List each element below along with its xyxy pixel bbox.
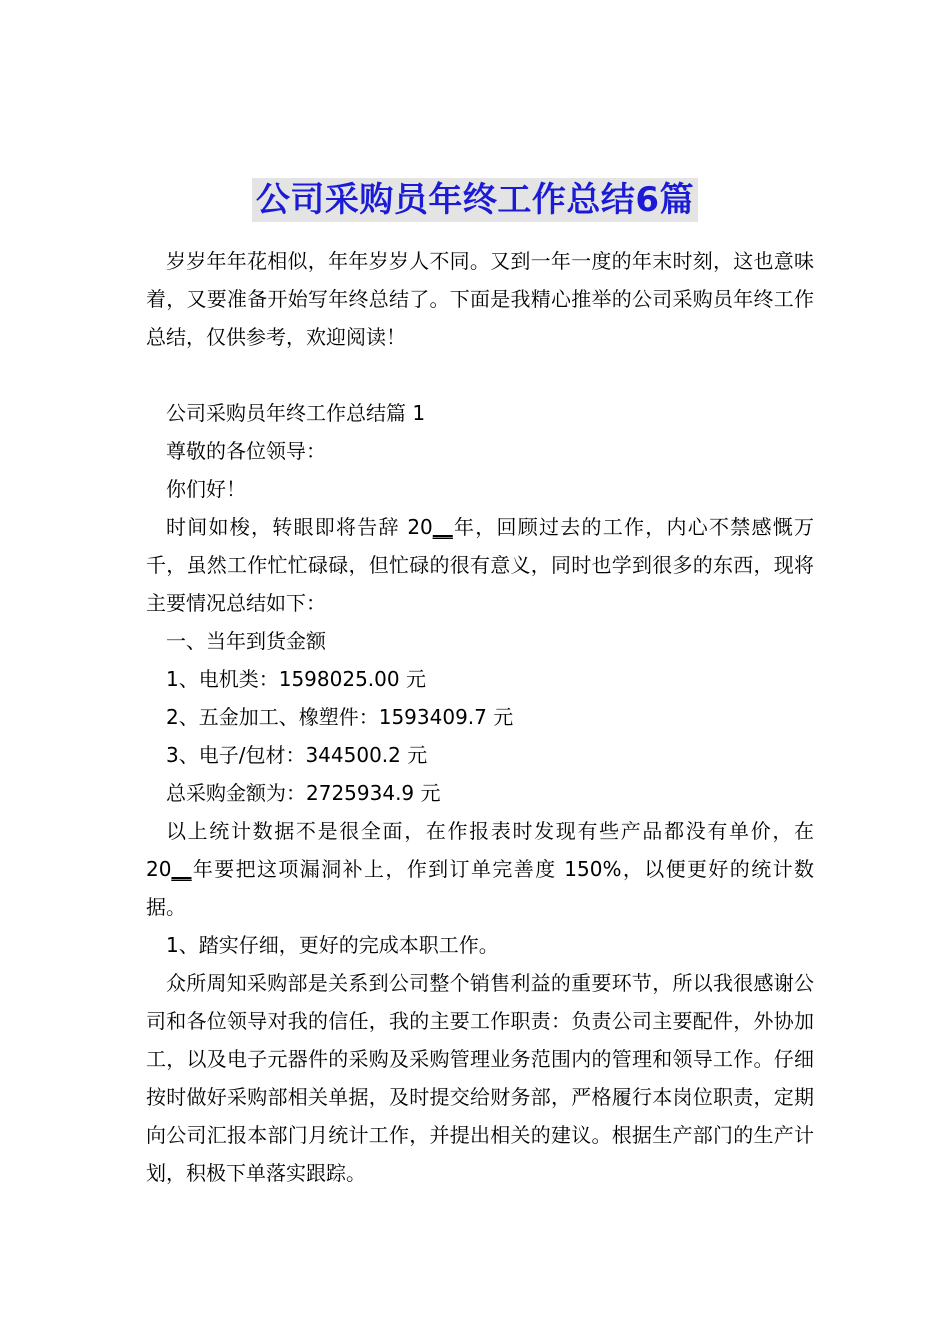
section-title: 公司采购员年终工作总结篇 1 (166, 401, 426, 425)
greeting: 你们好！ (166, 477, 246, 501)
document-title: 公司采购员年终工作总结6篇 (252, 178, 698, 222)
document-body (146, 242, 814, 1192)
list-item-hardware: 2、五金加工、橡塑件：1593409.7 元 (166, 705, 514, 729)
list-item-motors: 1、电机类：1598025.00 元 (166, 667, 426, 691)
paragraph-review-start: 时间如梭，转眼即将告辞 20 (166, 515, 433, 539)
year-blank: __ (432, 515, 453, 539)
paragraph-gap (146, 356, 814, 394)
paragraph-statistics (146, 812, 814, 926)
intro-paragraph: 岁岁年年花相似，年年岁岁人不同。又到一年一度的年末时刻，这也意味着，又要准备开始写年终总结了。下面是我精心推举的公司采购员年终工作总结，仅供参考，欢迎阅读！ (146, 249, 814, 349)
paragraph-review-end: 年，回顾过去的工作，内心不禁感慨万千，虽然工作忙忙碌碌，但忙碌的很有意义，同时也学到很多的东西，现将主要情况总结如下： (146, 515, 814, 615)
year-blank: __ (171, 857, 192, 881)
title-wrap (0, 178, 950, 222)
heading-delivery-amount: 一、当年到货金额 (166, 629, 326, 653)
paragraph-duties: 众所周知采购部是关系到公司整个销售利益的重要环节，所以我很感谢公司和各位领导对我的信任，我的主要工作职责：负责公司主要配件，外协加工，以及电子元器件的采购及采购管理业务范围内的管理和领导工作。仔细按时做好采购部相关单据，及时提交给财务部，严格履行本岗位职责，定期向公司汇报本部门月统计工作，并提出相关的建议。根据生产部门的生产计划，积极下单落实跟踪。 (146, 971, 814, 1185)
salutation: 尊敬的各位领导： (166, 439, 326, 463)
heading-duties: 1、踏实仔细，更好的完成本职工作。 (166, 933, 499, 957)
total-amount: 总采购金额为：2725934.9 元 (166, 781, 441, 805)
list-item-electronics: 3、电子/包材：344500.2 元 (166, 743, 428, 767)
paragraph-statistics-end: 年要把这项漏洞补上，作到订单完善度 150%，以便更好的统计数据。 (146, 857, 814, 919)
paragraph-statistics-start: 以上统计数据不是很全面，在作报表时发现有些产品都没有单价，在 20 (146, 819, 814, 881)
paragraph-review (146, 508, 814, 622)
